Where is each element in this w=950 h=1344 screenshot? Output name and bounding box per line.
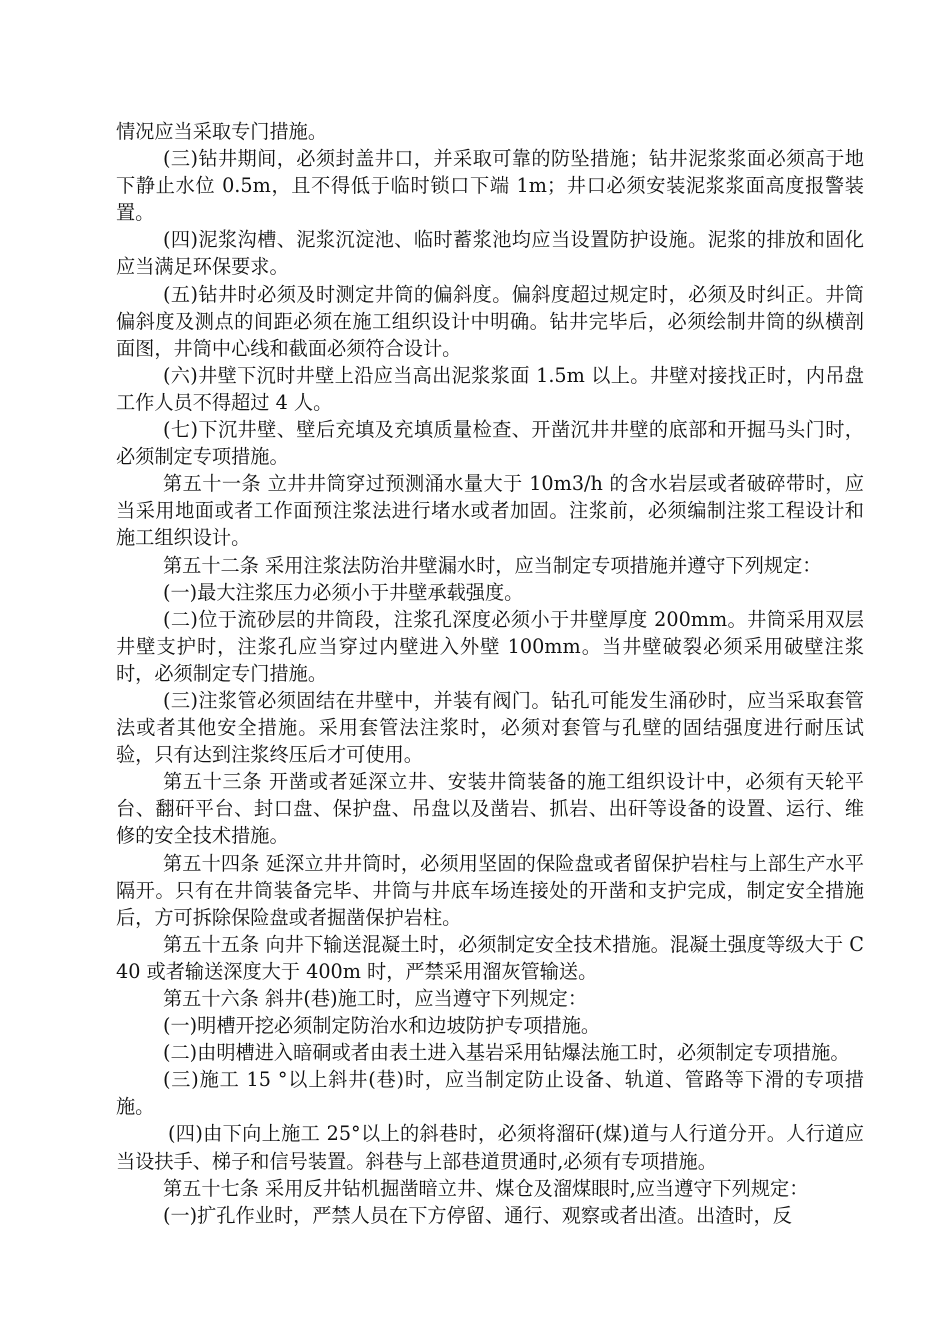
paragraph-article-56-item-4: (四)由下向上施工 25°以上的斜巷时，必须将溜矸(煤)道与人行道分开。人行道应当设扶手、梯子和信号装置。斜巷与上部巷道贯通时,必须有专项措施。 [116, 1122, 864, 1173]
paragraph-article-56-item-2: (二)由明槽进入暗硐或者由表土进入基岩采用钻爆法施工时，必须制定专项措施。 [163, 1041, 850, 1065]
paragraph-continuation: 情况应当采取专门措施。 [116, 120, 328, 143]
paragraph-clause-5-deviation: (五)钻井时必须及时测定井筒的偏斜度。偏斜度超过规定时，必须及时纠正。井筒偏斜度及测点的间距必须在施工组织设计中明确。钻井完毕后，必须绘制井筒的纵横剖面图，井筒中心线和截面必须符合设计。 [116, 282, 864, 360]
paragraph-clause-7-measures: (七)下沉井壁、壁后充填及充填质量检查、开凿沉井井壁的底部和开掘马头门时，必须制定专项措施。 [116, 418, 864, 469]
paragraph-clause-4-mud: (四)泥浆沟槽、泥浆沉淀池、临时蓄浆池均应当设置防护设施。泥浆的排放和固化应当满足环保要求。 [116, 228, 864, 279]
paragraph-article-56-item-3: (三)施工 15 °以上斜井(巷)时，应当制定防止设备、轨道、管路等下滑的专项措施。 [116, 1068, 864, 1119]
paragraph-clause-6-sinking: (六)井壁下沉时井壁上沿应当高出泥浆浆面 1.5m 以上。井壁对接找正时，内吊盘工作人员不得超过 4 人。 [116, 363, 864, 414]
paragraph-article-56-item-1: (一)明槽开挖必须制定防治水和边坡防护专项措施。 [163, 1014, 601, 1038]
paragraph-article-51: 第五十一条 立井井筒穿过预测涌水量大于 10m3/h 的含水岩层或者破碎带时，应当采用地面或者工作面预注浆法进行堵水或者加固。注浆前，必须编制注浆工程设计和施工组织设计。 [116, 472, 864, 550]
paragraph-article-52-item-3: (三)注浆管必须固结在井壁中，并装有阀门。钻孔可能发生涌砂时，应当采取套管法或者其他安全措施。采用套管法注浆时，必须对套管与孔壁的固结强度进行耐压试验，只有达到注浆终压后才可使用。 [116, 688, 864, 767]
document-page [116, 118, 864, 1229]
paragraph-article-57: 第五十七条 采用反井钻机掘凿暗立井、煤仓及溜煤眼时,应当遵守下列规定： [163, 1176, 809, 1200]
paragraph-article-57-item-1: (一)扩孔作业时，严禁人员在下方停留、通行、观察或者出渣。出渣时，反 [163, 1203, 792, 1227]
paragraph-article-52-item-2: (二)位于流砂层的井筒段，注浆孔深度必须小于井壁厚度 200mm。井筒采用双层井壁支护时，注浆孔应当穿过内壁进入外壁 100mm。当井壁破裂必须采用破壁注浆时，必须制定专门措施。 [116, 607, 864, 685]
paragraph-clause-3-drilling: (三)钻井期间，必须封盖井口，并采取可靠的防坠措施；钻井泥浆浆面必须高于地下静止水位 0.5m，且不得低于临时锁口下端 1m；井口必须安装泥浆浆面高度报警装置。 [116, 147, 864, 225]
paragraph-article-53: 第五十三条 开凿或者延深立井、安装井筒装备的施工组织设计中，必须有天轮平台、翻矸平台、封口盘、保护盘、吊盘以及凿岩、抓岩、出矸等设备的设置、运行、维修的安全技术措施。 [116, 770, 864, 848]
paragraph-article-56: 第五十六条 斜井(巷)施工时，应当遵守下列规定： [163, 987, 588, 1010]
paragraph-article-52: 第五十二条 采用注浆法防治井壁漏水时，应当制定专项措施并遵守下列规定： [163, 553, 822, 577]
paragraph-article-52-item-1: (一)最大注浆压力必须小于井壁承载强度。 [163, 580, 524, 604]
paragraph-article-55: 第五十五条 向井下输送混凝土时，必须制定安全技术措施。混凝土强度等级大于 C40 或者输送深度大于 400m 时，严禁采用溜灰管输送。 [116, 932, 864, 983]
paragraph-article-54: 第五十四条 延深立井井筒时，必须用坚固的保险盘或者留保护岩柱与上部生产水平隔开。只有在井筒装备完毕、井筒与井底车场连接处的开凿和支护完成，制定安全措施后，方可拆除保险盘或者掘凿保护岩柱。 [116, 851, 864, 929]
